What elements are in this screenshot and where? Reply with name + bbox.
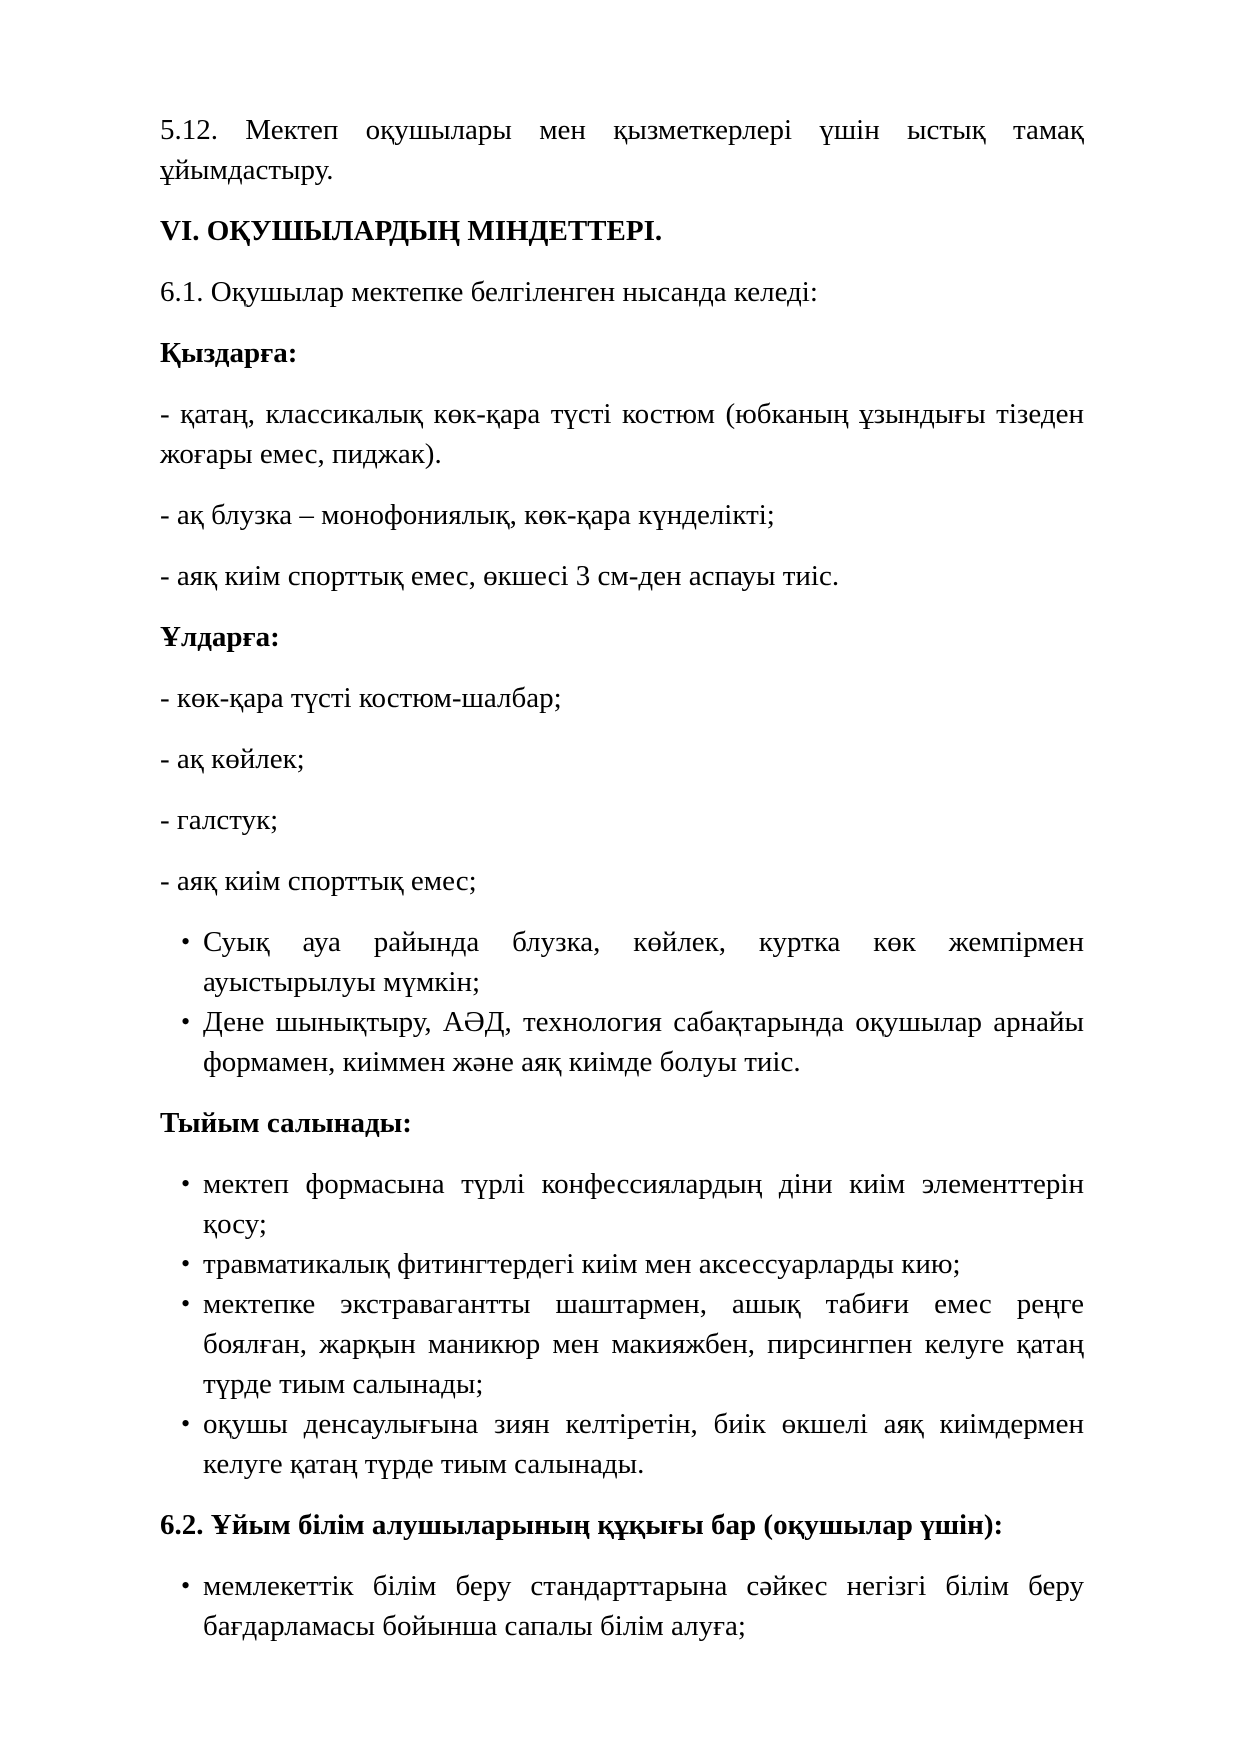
bullet-icon: • xyxy=(181,1249,191,1278)
paragraph-5-12: 5.12. Мектеп оқушылары мен қызметкерлері үшін ыстық тамақ ұйымдастыру. xyxy=(160,114,1084,186)
list-item xyxy=(160,1284,1084,1404)
item-boys-shoes: - аяқ киім спорттық емес; xyxy=(160,865,477,897)
bullet-icon: • xyxy=(181,1571,191,1600)
list-item xyxy=(160,1566,1084,1646)
list-item xyxy=(160,1244,1084,1284)
bullet-icon: • xyxy=(181,1169,191,1198)
heading-section-vi: VI. ОҚУШЫЛАРДЫҢ МІНДЕТТЕРІ. xyxy=(160,215,663,247)
item-boys-shirt: - ақ көйлек; xyxy=(160,743,305,775)
heading-prohibited: Тыйым салынады: xyxy=(160,1107,412,1139)
heading-boys: Ұлдарға: xyxy=(160,621,280,653)
list-item-text: Суық ауа райында блузка, көйлек, куртка көк жемпірмен ауыстырылуы мүмкін; xyxy=(203,926,1084,998)
item-girls-blouse: - ақ блузка – монофониялық, көк-қара күнделікті; xyxy=(160,499,775,531)
list-item-text: мемлекеттік білім беру стандарттарына сәйкес негізгі білім беру бағдарламасы бойынша сапалы білім алуға; xyxy=(203,1570,1084,1642)
bullet-icon: • xyxy=(181,1007,191,1036)
list-student-rights xyxy=(160,1566,1084,1646)
list-item xyxy=(160,1002,1084,1082)
list-item xyxy=(160,1164,1084,1244)
heading-girls: Қыздарға: xyxy=(160,337,298,369)
list-item-text: травматикалық фитингтердегі киім мен аксессуарларды кию; xyxy=(203,1248,961,1280)
list-item-text: Дене шынықтыру, АӘД, технология сабақтарында оқушылар арнайы формамен, киіммен және аяқ киімде болуы тиіс. xyxy=(203,1006,1084,1078)
item-boys-tie: - галстук; xyxy=(160,804,279,836)
list-uniform-notes xyxy=(160,922,1084,1082)
list-item xyxy=(160,922,1084,1002)
bullet-icon: • xyxy=(181,1289,191,1318)
bullet-icon: • xyxy=(181,1409,191,1438)
item-girls-shoes: - аяқ киім спорттық емес, өкшесі 3 см-ден аспауы тиіс. xyxy=(160,560,840,592)
list-prohibited xyxy=(160,1164,1084,1484)
heading-6-2: 6.2. Ұйым білім алушыларының құқығы бар (оқушылар үшін): xyxy=(160,1509,1004,1541)
bullet-icon: • xyxy=(181,927,191,956)
list-item-text: оқушы денсаулығына зиян келтіретін, биік өкшелі аяқ киімдермен келуге қатаң түрде тиым салынады. xyxy=(203,1408,1084,1480)
item-girls-suit: - қатаң, классикалық көк-қара түсті костюм (юбканың ұзындығы тізеден жоғары емес, пиджак). xyxy=(160,398,1084,470)
item-boys-suit: - көк-қара түсті костюм-шалбар; xyxy=(160,682,562,714)
list-item-text: мектепке экстравагантты шаштармен, ашық табиғи емес реңге боялған, жарқын маникюр мен макияжбен, пирсингпен келуге қатаң түрде тиым салынады; xyxy=(203,1288,1084,1400)
paragraph-6-1: 6.1. Оқушылар мектепке белгіленген нысанда келеді: xyxy=(160,276,818,308)
list-item-text: мектеп формасына түрлі конфессиялардың діни киім элементтерін қосу; xyxy=(203,1168,1084,1240)
list-item xyxy=(160,1404,1084,1484)
